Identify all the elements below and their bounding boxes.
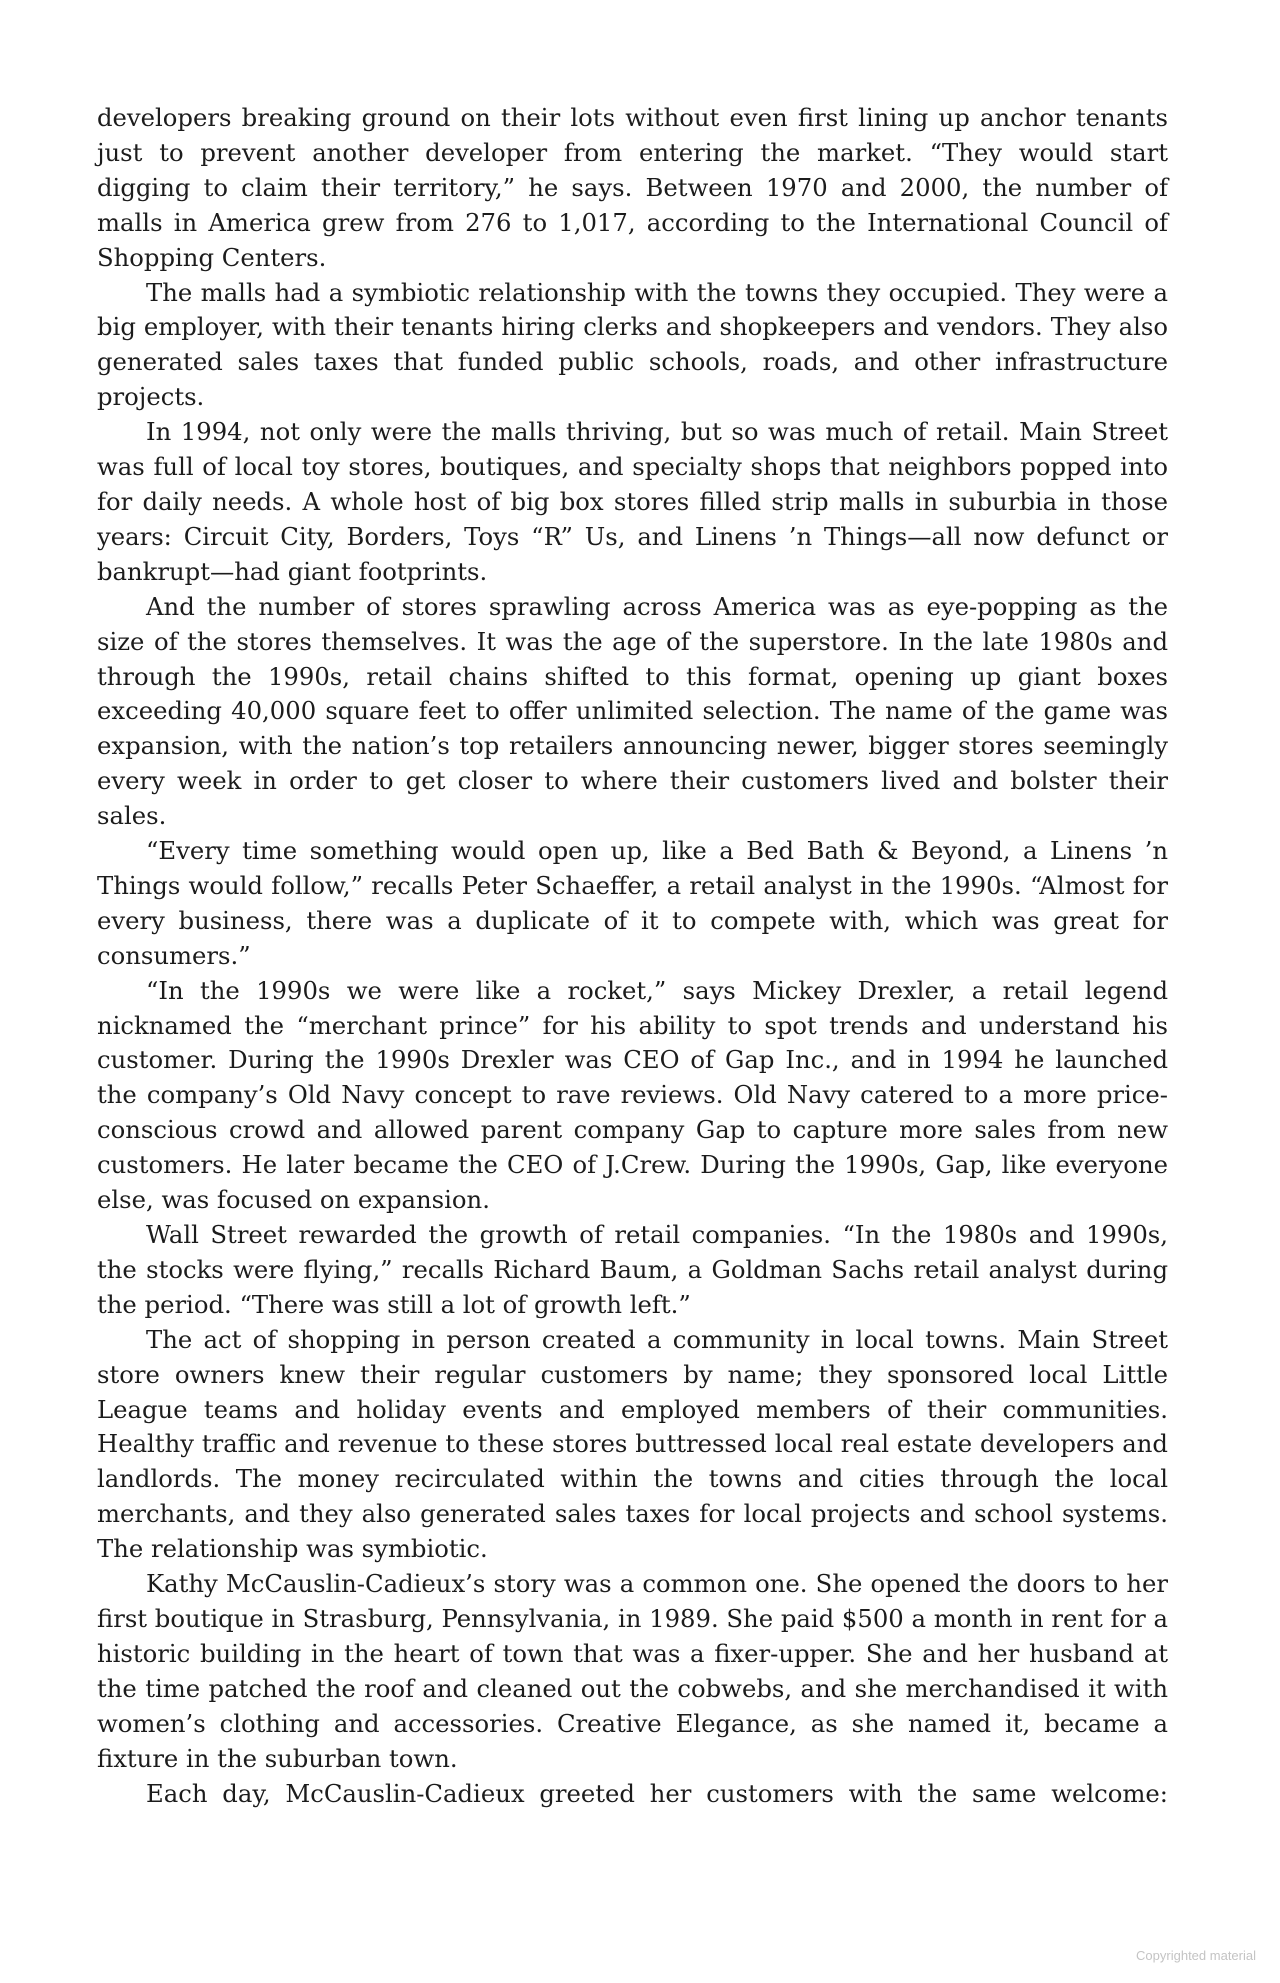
paragraph-superstore-age: And the number of stores sprawling across America was as eye-popping as the size of the stores themselves. It was the age of the superstore. In the late 1980s and through the 1990s, retail chains shifted to this format, opening up giant boxes exceeding 40,000 square feet to offer unlimited selection. The name of the game was expansion, with the nation’s top retailers announcing newer, bigger stores seemingly every week in order to get closer to where their customers lived and bolster their sales. [97, 591, 1168, 831]
paragraph-mccauslin-story: Kathy McCauslin-Cadieux’s story was a common one. She opened the doors to her first boutique in Strasburg, Pennsylvania, in 1989. She paid $500 a month in rent for a historic building in the heart of town that was a fixer-upper. She and her husband at the time patched the roof and cleaned out the cobwebs, and she merchandised it with women’s clothing and accessories. Creative Elegance, as she named it, became a fixture in the suburban town. [97, 1569, 1168, 1773]
paragraph-retail-1994: In 1994, not only were the malls thriving, but so was much of retail. Main Street was full of local toy stores, boutiques, and specialty shops that neighbors popped into for daily needs. A whole host of big box stores filled strip malls in suburbia in those years: Circuit City, Borders, Toys “R” Us, and Linens ’n Things—all now defunct or bankrupt—had giant footprints. [97, 417, 1168, 586]
paragraph-mall-growth: developers breaking ground on their lots without even first lining up anchor tenants just to prevent another developer from entering the market. “They would start digging to claim their territory,” he says. Between 1970 and 2000, the number of malls in America grew from 276 to 1,017, according to the International Council of Shopping Centers. [97, 103, 1168, 272]
paragraph-symbiotic-towns: The malls had a symbiotic relationship with the towns they occupied. They were a big employer, with their tenants hiring clerks and shopkeepers and vendors. They also generated sales taxes that funded public schools, roads, and other infrastructure projects. [97, 277, 1168, 412]
paragraph-schaeffer-quote: “Every time something would open up, like a Bed Bath & Beyond, a Linens ’n Things would follow,” recalls Peter Schaeffer, a retail analyst in the 1990s. “Almost for every business, there was a duplicate of it to compete with, which was great for consumers.” [97, 836, 1168, 970]
paragraph-drexler-quote: “In the 1990s we were like a rocket,” says Mickey Drexler, a retail legend nicknamed the “merchant prince” for his ability to spot trends and understand his customer. During the 1990s Drexler was CEO of Gap Inc., and in 1994 he launched the company’s Old Navy concept to rave reviews. Old Navy catered to a more price-conscious crowd and allowed parent company Gap to capture more sales from new customers. He later became the CEO of J.Crew. During the 1990s, Gap, like everyone else, was focused on expansion. [97, 975, 1168, 1215]
paragraph-community: The act of shopping in person created a community in local towns. Main Street store owners knew their regular customers by name; they sponsored local Little League teams and holiday events and employed members of their communities. Healthy traffic and revenue to these stores buttressed local real estate developers and landlords. The money recirculated within the towns and cities through the local merchants, and they also generated sales taxes for local projects and school systems. The relationship was symbiotic. [97, 1324, 1168, 1564]
paragraph-greeting: Each day, McCauslin-Cadieux greeted her customers with the same welcome: [146, 1778, 1168, 1808]
page-body [97, 101, 1168, 1811]
paragraph-wall-street: Wall Street rewarded the growth of retail companies. “In the 1980s and 1990s, the stocks were flying,” recalls Richard Baum, a Goldman Sachs retail analyst during the period. “There was still a lot of growth left.” [97, 1220, 1168, 1319]
copyright-watermark: Copyrighted material [1136, 1948, 1256, 1963]
